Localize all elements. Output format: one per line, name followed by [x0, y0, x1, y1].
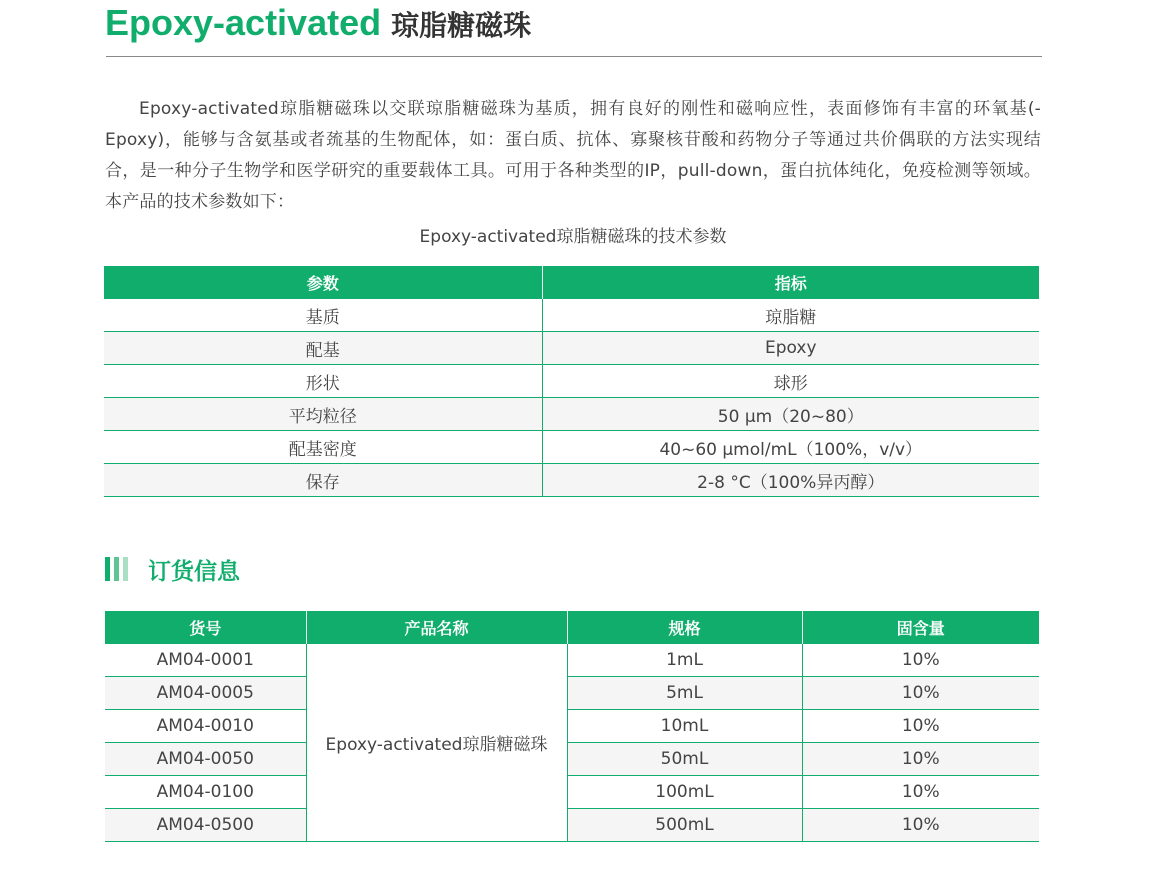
table-row [104, 464, 1039, 497]
table-row [104, 365, 1039, 398]
section-bar [105, 557, 110, 581]
order-header-product: 产品名称 [306, 611, 567, 644]
table-row [105, 644, 1039, 677]
spec-param: 保存 [104, 464, 542, 497]
order-sku: AM04-0010 [105, 710, 306, 743]
order-solid: 10% [802, 644, 1039, 677]
table-row [105, 809, 1039, 842]
order-solid: 10% [802, 743, 1039, 776]
table-row [105, 710, 1039, 743]
spec-table [104, 266, 1039, 497]
order-size: 5mL [567, 677, 802, 710]
order-sku: AM04-0050 [105, 743, 306, 776]
order-table-header [105, 611, 1039, 644]
order-header-size: 规格 [567, 611, 802, 644]
intro-paragraph: Epoxy-activated琼脂糖磁珠以交联琼脂糖磁珠为基质，拥有良好的刚性和磁响应性，表面修饰有丰富的环氧基(-Epoxy)，能够与含氨基或者巯基的生物配体，如：蛋白质、抗体、寡聚核苷酸和药物分子等通过共价偶联的方法实现结合，是一种分子生物学和医学研究的重要载体工具。可用于各种类型的IP，pull-down，蛋白抗体纯化，免疫检测等领域。本产品的技术参数如下： [105, 99, 1041, 212]
order-size: 500mL [567, 809, 802, 842]
table-row [105, 776, 1039, 809]
spec-value: 40~60 μmol/mL（100%，v/v） [542, 431, 1039, 464]
title-en: Epoxy-activated [105, 2, 382, 43]
spec-table-header [104, 266, 1039, 299]
spec-table-caption: Epoxy-activated琼脂糖磁珠的技术参数 [419, 227, 727, 247]
spec-param: 形状 [104, 365, 542, 398]
order-header-solid: 固含量 [802, 611, 1039, 644]
spec-param: 基质 [104, 299, 542, 332]
order-size: 1mL [567, 644, 802, 677]
section-bar [123, 557, 128, 581]
order-solid: 10% [802, 776, 1039, 809]
order-product-name: Epoxy-activated琼脂糖磁珠 [306, 644, 567, 842]
order-sku: AM04-0001 [105, 644, 306, 677]
order-size: 50mL [567, 743, 802, 776]
spec-value: Epoxy [542, 332, 1039, 365]
section-bar [114, 557, 119, 581]
order-sku: AM04-0500 [105, 809, 306, 842]
table-row [104, 431, 1039, 464]
order-header-sku: 货号 [105, 611, 306, 644]
spec-param: 平均粒径 [104, 398, 542, 431]
order-solid: 10% [802, 677, 1039, 710]
table-row [105, 677, 1039, 710]
table-row [104, 332, 1039, 365]
table-row [104, 299, 1039, 332]
order-table [105, 611, 1039, 842]
title-cn: 琼脂糖磁珠 [391, 9, 532, 42]
spec-param: 配基 [104, 332, 542, 365]
table-row [104, 398, 1039, 431]
page-title [105, 2, 531, 46]
spec-value: 2-8 °C（100%异丙醇） [542, 464, 1039, 497]
spec-value: 球形 [542, 365, 1039, 398]
order-solid: 10% [802, 809, 1039, 842]
order-solid: 10% [802, 710, 1039, 743]
order-size: 10mL [567, 710, 802, 743]
spec-param: 配基密度 [104, 431, 542, 464]
order-sku: AM04-0100 [105, 776, 306, 809]
spec-header-value: 指标 [542, 266, 1039, 299]
order-sku: AM04-0005 [105, 677, 306, 710]
table-row [105, 743, 1039, 776]
order-size: 100mL [567, 776, 802, 809]
order-section-title: 订货信息 [148, 559, 240, 585]
spec-header-param: 参数 [104, 266, 542, 299]
spec-value: 琼脂糖 [542, 299, 1039, 332]
title-divider [106, 56, 1042, 57]
spec-value: 50 μm（20~80） [542, 398, 1039, 431]
